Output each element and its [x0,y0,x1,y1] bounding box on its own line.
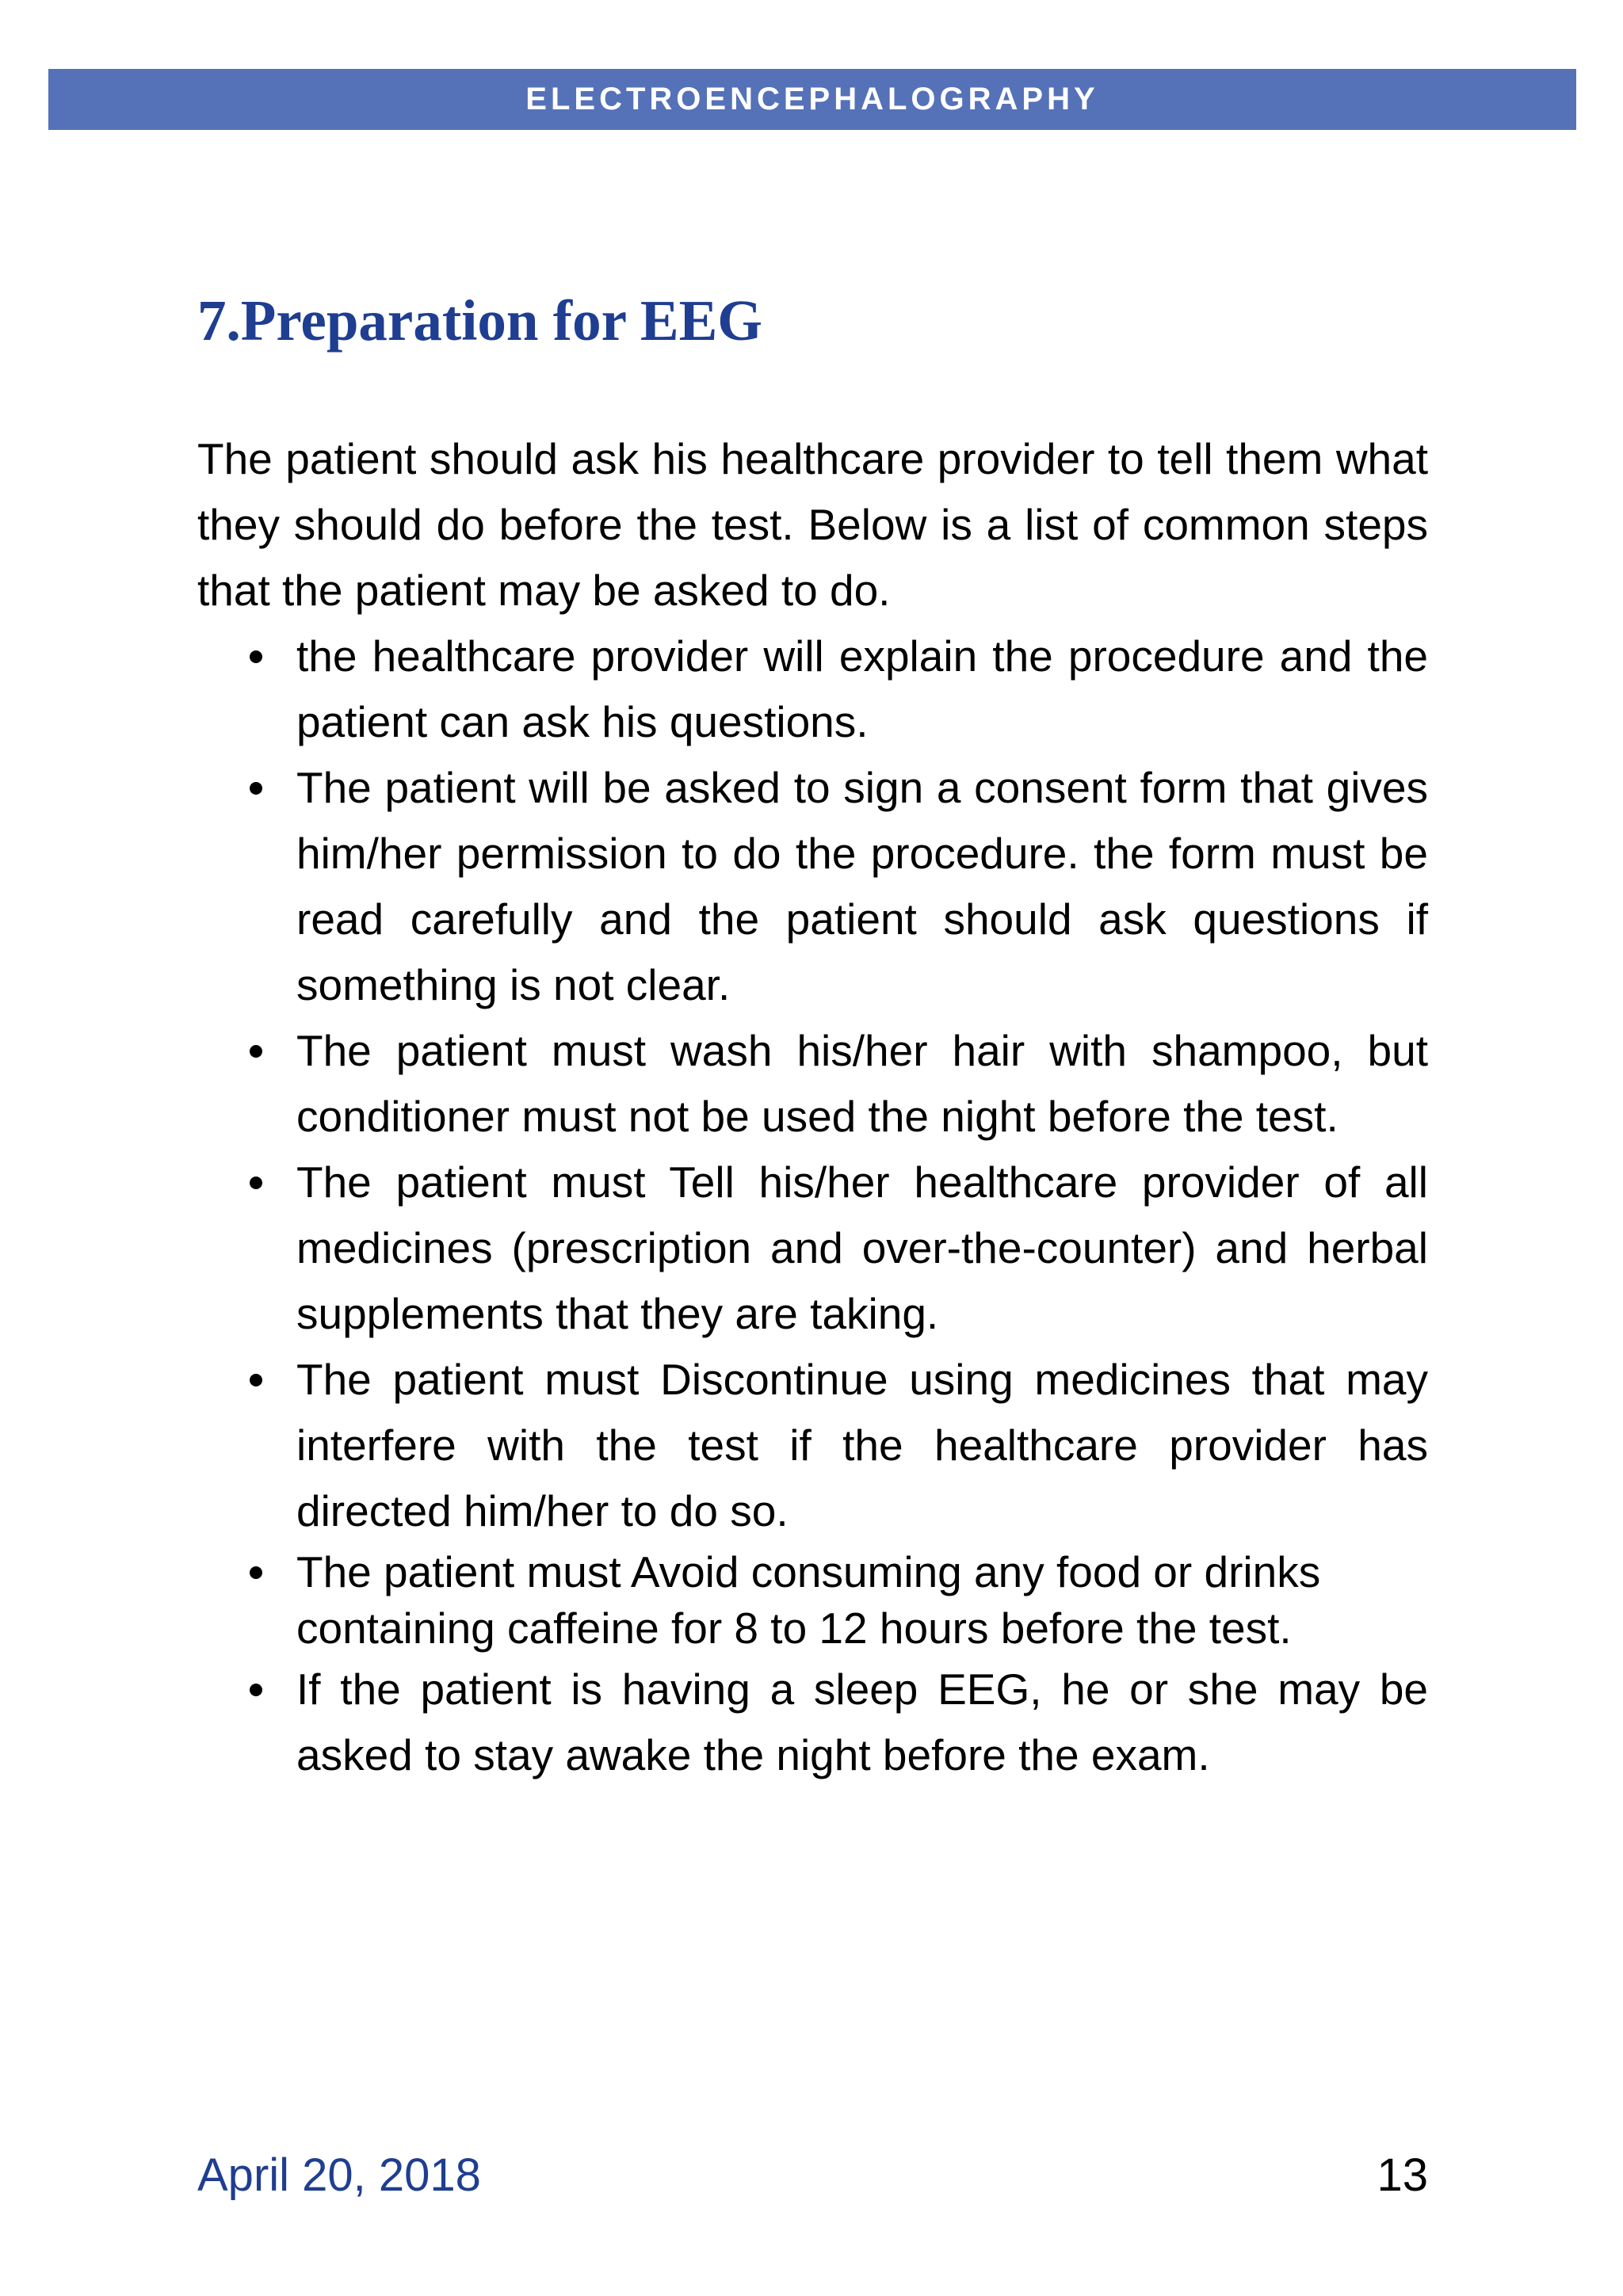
list-item-text: If the patient is having a sleep EEG, he or she may be asked to stay awake the night before the exam. [296,1665,1428,1779]
list-item-text: The patient must Discontinue using medicines that may interfere with the test if the healthcare provider has directed him/her to do so. [296,1355,1428,1535]
list-item [197,1018,1428,1150]
section-heading: 7.Preparation for EEG [197,288,763,353]
header-bar [48,69,1576,130]
list-item-text: the healthcare provider will explain the procedure and the patient can ask his questions. [296,631,1428,746]
header-title: ELECTROENCEPHALOGRAPHY [525,82,1099,116]
footer-date: April 20, 2018 [197,2149,481,2201]
list-item [197,755,1428,1018]
preparation-steps-list [197,624,1428,1788]
list-item [197,1657,1428,1788]
bullet-icon [250,1045,262,1058]
main-content [197,426,1428,1788]
list-item [197,1150,1428,1347]
bullet-icon [250,782,262,795]
list-item-text: The patient must Tell his/her healthcare provider of all medicines (prescription and over-the-counter) and herbal supplements that they are taking. [296,1158,1428,1338]
bullet-icon [250,1566,262,1579]
list-item-text: The patient must Avoid consuming any food or drinks containing caffeine for 8 to 12 hours before the test. [296,1547,1321,1653]
bullet-icon [250,650,262,663]
bullet-icon [250,1177,262,1189]
page-number: 13 [1377,2149,1428,2201]
list-item [197,1347,1428,1544]
intro-paragraph: The patient should ask his healthcare provider to tell them what they should do before the test. Below is a list of common steps that the patient may be asked to do. [197,434,1428,615]
list-item-text: The patient must wash his/her hair with shampoo, but conditioner must not be used the night before the test. [296,1026,1428,1141]
bullet-icon [250,1374,262,1386]
list-item-text: The patient will be asked to sign a consent form that gives him/her permission to do the procedure. the form must be read carefully and the patient should ask questions if something is not clear. [296,763,1428,1009]
list-item [197,624,1428,755]
bullet-icon [250,1684,262,1696]
list-item [197,1544,1428,1657]
